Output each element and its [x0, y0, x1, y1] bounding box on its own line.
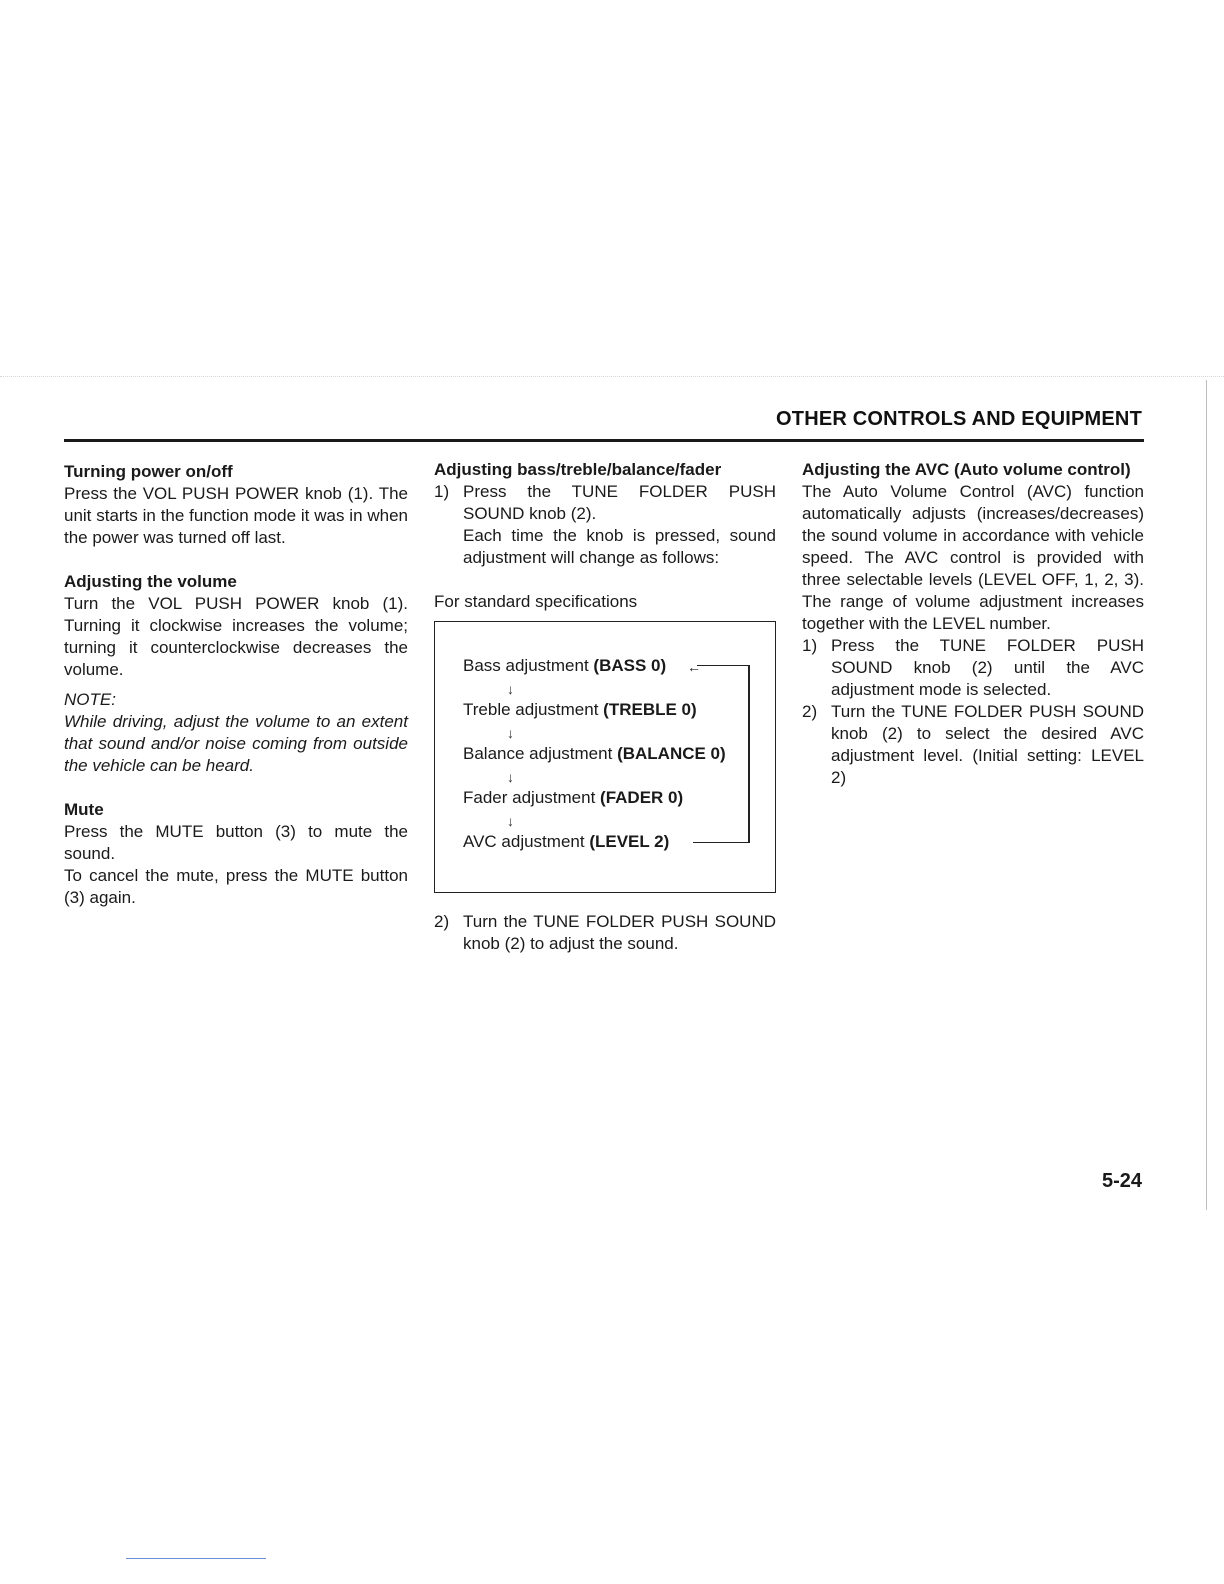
power-text: Press the VOL PUSH POWER knob (1). The unit starts in the function mode it was in when the power was turned off last. — [64, 484, 408, 547]
note-label: NOTE: — [64, 690, 116, 709]
loop-line — [748, 666, 750, 842]
step-text: Turn the TUNE FOLDER PUSH SOUND knob (2) to select the desired AVC adjustment level. (Initial setting: LEVEL 2) — [831, 702, 1144, 787]
step-1 — [434, 481, 776, 569]
avc-intro: The Auto Volume Control (AVC) function automatically adjusts (increases/decreases) the sound volume in accordance with vehicle speed. The AVC control is provided with three selectable levels (LEVEL OFF, 1, 2, 3). The range of volume adjustment increases together with the LEVEL number. — [802, 482, 1144, 633]
footer-line — [126, 1558, 266, 1559]
step-2 — [434, 911, 776, 955]
step-text-detail: Each time the knob is pressed, sound adjustment will change as follows: — [463, 526, 776, 567]
volume-heading: Adjusting the volume — [64, 572, 237, 591]
step-text: Press the TUNE FOLDER PUSH SOUND knob (2) until the AVC adjustment mode is selected. — [831, 636, 1144, 699]
left-arrow-icon: ← — [687, 659, 701, 675]
note-text: While driving, adjust the volume to an extent that sound and/or noise coming from outside the vehicle can be heard. — [64, 712, 408, 775]
step-text: Turn the TUNE FOLDER PUSH SOUND knob (2) to adjust the sound. — [463, 912, 776, 953]
step-2 — [802, 701, 1144, 789]
sequence-item-fader: Fader adjustment (FADER 0) — [463, 788, 684, 807]
loop-line — [697, 665, 750, 666]
sequence-item-bass: Bass adjustment (BASS 0) — [463, 656, 667, 675]
page-edge — [1206, 380, 1207, 1210]
step-number: 1) — [802, 636, 818, 655]
spec-label: For standard specifications — [434, 592, 638, 611]
scan-artifact-line — [0, 376, 1224, 378]
step-1 — [802, 635, 1144, 701]
column-middle — [434, 459, 776, 955]
sequence-item-treble: Treble adjustment (TREBLE 0) — [463, 700, 697, 719]
down-arrow-icon: ↓ — [507, 769, 514, 785]
page-number: 5-24 — [1102, 1170, 1143, 1192]
avc-heading: Adjusting the AVC (Auto volume control) — [802, 460, 1131, 479]
header-rule — [64, 439, 1144, 442]
sequence-item-balance: Balance adjustment (BALANCE 0) — [463, 744, 726, 763]
column-left — [64, 461, 408, 909]
down-arrow-icon: ↓ — [507, 681, 514, 697]
section-title: OTHER CONTROLS AND EQUIPMENT — [776, 408, 1142, 430]
mute-cancel-text: To cancel the mute, press the MUTE button (3) again. — [64, 866, 408, 907]
power-heading: Turning power on/off — [64, 462, 233, 481]
loop-line — [693, 842, 750, 843]
down-arrow-icon: ↓ — [507, 725, 514, 741]
sound-adjust-heading: Adjusting bass/treble/balance/fader — [434, 460, 722, 479]
adjustment-sequence-box — [434, 621, 776, 893]
mute-heading: Mute — [64, 800, 104, 819]
sequence-item-avc: AVC adjustment (LEVEL 2) — [463, 832, 670, 851]
column-right — [802, 459, 1144, 789]
step-text: Press the TUNE FOLDER PUSH SOUND knob (2). — [463, 482, 776, 523]
step-number: 1) — [434, 482, 450, 501]
mute-text: Press the MUTE button (3) to mute the sound. — [64, 822, 408, 863]
step-number: 2) — [802, 702, 818, 721]
volume-text: Turn the VOL PUSH POWER knob (1). Turning it clockwise increases the volume; turning it counterclockwise decreases the volume. — [64, 594, 408, 679]
down-arrow-icon: ↓ — [507, 813, 514, 829]
step-number: 2) — [434, 912, 450, 931]
